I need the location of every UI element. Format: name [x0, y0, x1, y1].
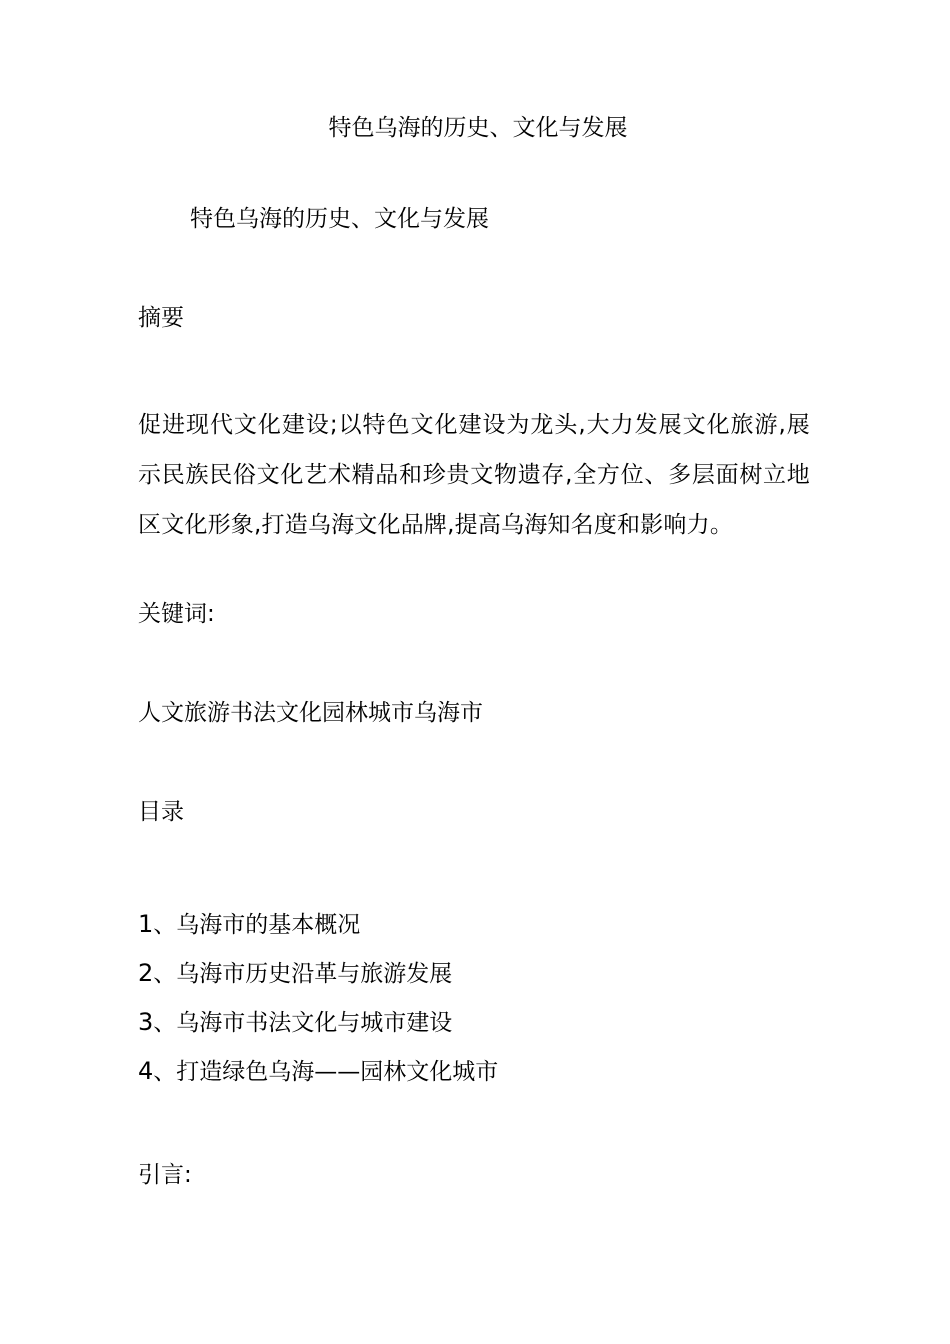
toc-item	[138, 1047, 498, 1096]
toc-item	[138, 949, 498, 998]
toc-item	[138, 998, 498, 1047]
abstract-heading: 摘要	[138, 305, 184, 331]
toc-item-text: 乌海市书法文化与城市建设	[176, 1010, 453, 1036]
introduction-heading: 引言:	[138, 1162, 192, 1188]
toc-item-number: 4	[138, 1057, 154, 1085]
toc-item-text: 乌海市的基本概况	[176, 912, 361, 938]
toc-item-separator: 、	[153, 1010, 177, 1036]
toc-item-separator: 、	[153, 1059, 177, 1085]
toc-item	[138, 900, 498, 949]
abstract-body: 促进现代文化建设;以特色文化建设为龙头,大力发展文化旅游,展示民族民俗文化艺术精品和珍贵文物遗存,全方位、多层面树立地区文化形象,打造乌海文化品牌,提高乌海知名度和影响力。	[138, 412, 810, 538]
document-subtitle: 特色乌海的历史、文化与发展	[190, 206, 489, 232]
document-title: 特色乌海的历史、文化与发展	[328, 115, 628, 141]
toc-item-text: 乌海市历史沿革与旅游发展	[176, 961, 453, 987]
toc-item-separator: 、	[153, 912, 177, 938]
toc-item-number: 2	[138, 959, 154, 987]
keywords-heading: 关键词:	[138, 601, 215, 627]
toc-item-number: 1	[138, 910, 154, 938]
toc-heading: 目录	[138, 799, 184, 825]
keywords-body: 人文旅游书法文化园林城市乌海市	[138, 700, 483, 726]
toc-item-separator: 、	[153, 961, 177, 987]
toc-list	[138, 900, 498, 1096]
toc-item-number: 3	[138, 1008, 154, 1036]
toc-item-text: 打造绿色乌海——园林文化城市	[176, 1059, 499, 1085]
